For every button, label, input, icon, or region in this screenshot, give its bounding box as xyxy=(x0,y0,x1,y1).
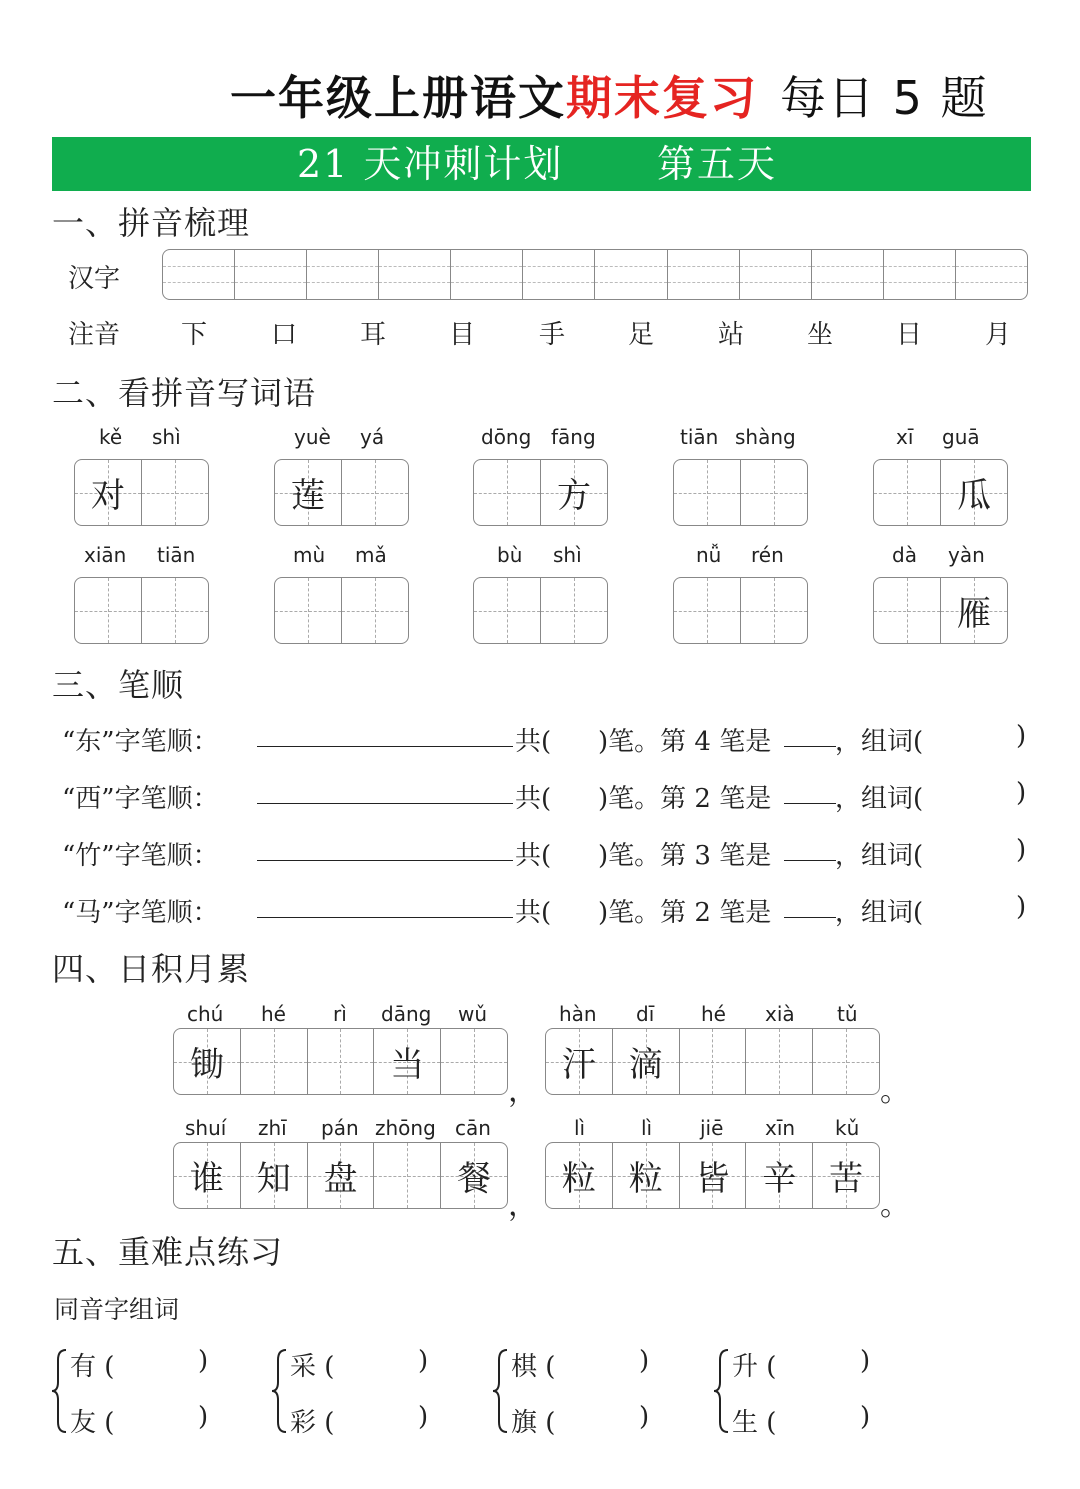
pinyin-label: yuè xyxy=(294,425,331,449)
tian-cell[interactable] xyxy=(540,578,607,643)
grid-cell[interactable] xyxy=(522,250,594,299)
homophone-bottom: 生 ( xyxy=(732,1408,777,1438)
tian-cell[interactable] xyxy=(679,1029,746,1094)
tian-cell[interactable] xyxy=(174,1029,240,1094)
homophone-top-close: ) xyxy=(639,1346,650,1376)
homophone-bottom-close: ) xyxy=(418,1402,429,1432)
given-char: 莲 xyxy=(291,476,325,516)
period: 。 xyxy=(880,1188,910,1223)
given-char: 盘 xyxy=(323,1159,358,1199)
pinyin-label: zhōng xyxy=(375,1116,436,1140)
given-char: 雁 xyxy=(957,594,991,634)
char-item: 站 xyxy=(717,320,744,350)
pinyin-label: hé xyxy=(261,1002,286,1026)
stroke-answer-line[interactable] xyxy=(257,860,513,861)
word-box[interactable] xyxy=(673,577,808,644)
pinyin-label: yàn xyxy=(948,543,985,567)
grid-cell[interactable] xyxy=(811,250,883,299)
stroke-nth: )笔。第 3 笔是 xyxy=(598,841,772,871)
given-char: 瓜 xyxy=(957,476,991,516)
stroke-answer-line[interactable] xyxy=(257,917,513,918)
tian-cell[interactable] xyxy=(240,1143,307,1208)
pinyin-label: rì xyxy=(333,1002,347,1026)
given-char: 辛 xyxy=(762,1159,797,1199)
word-close: ) xyxy=(1016,892,1027,922)
pinyin-label: xīn xyxy=(765,1116,796,1140)
pinyin-label: tiān xyxy=(157,543,196,567)
word-open: ，组词( xyxy=(835,784,924,814)
grid-cell[interactable] xyxy=(667,250,739,299)
brace-icon xyxy=(270,1348,288,1434)
brace-icon xyxy=(491,1348,509,1434)
tian-cell[interactable] xyxy=(740,460,807,525)
pinyin-label: cān xyxy=(455,1116,491,1140)
stroke-answer-line[interactable] xyxy=(257,803,513,804)
grid-cell[interactable] xyxy=(378,250,450,299)
tian-cell[interactable] xyxy=(474,460,540,525)
tian-cell[interactable] xyxy=(474,578,540,643)
char-item: 月 xyxy=(984,320,1011,350)
grid-cell[interactable] xyxy=(450,250,522,299)
grid-cell[interactable] xyxy=(306,250,378,299)
word-box[interactable] xyxy=(274,459,409,526)
word-box[interactable] xyxy=(673,459,808,526)
pinyin-label: kě xyxy=(99,425,123,449)
tian-cell[interactable] xyxy=(940,578,1007,643)
tian-cell[interactable] xyxy=(546,1029,612,1094)
given-char: 汗 xyxy=(561,1045,596,1085)
word-box[interactable] xyxy=(74,577,209,644)
stroke-label: “西”字笔顺： xyxy=(62,784,219,814)
pinyin-label: zhī xyxy=(258,1116,287,1140)
period: 。 xyxy=(880,1074,910,1109)
given-char: 方 xyxy=(557,476,591,516)
poem-box[interactable] xyxy=(545,1028,880,1095)
word-box[interactable] xyxy=(473,459,608,526)
tian-cell[interactable] xyxy=(275,460,341,525)
given-char: 粒 xyxy=(561,1159,596,1199)
nth-stroke-line[interactable] xyxy=(784,746,836,747)
pinyin-label: shì xyxy=(553,543,582,567)
given-char: 餐 xyxy=(457,1159,492,1199)
stroke-nth: )笔。第 2 笔是 xyxy=(598,898,772,928)
tian-cell[interactable] xyxy=(812,1029,879,1094)
given-char: 皆 xyxy=(695,1159,730,1199)
tian-cell[interactable] xyxy=(341,578,408,643)
homophone-bottom-close: ) xyxy=(198,1402,209,1432)
pinyin-label: hàn xyxy=(559,1002,597,1026)
homophone-bottom: 彩 ( xyxy=(290,1408,335,1438)
word-box[interactable] xyxy=(74,459,209,526)
pinyin-label: xià xyxy=(765,1002,795,1026)
pinyin-writing-grid[interactable] xyxy=(162,249,1028,300)
tian-cell[interactable] xyxy=(940,460,1007,525)
given-char: 苦 xyxy=(829,1159,864,1199)
tian-cell[interactable] xyxy=(679,1143,746,1208)
stroke-count-open: 共( xyxy=(515,784,552,814)
given-char: 当 xyxy=(390,1045,425,1085)
given-char: 知 xyxy=(256,1159,291,1199)
tian-cell[interactable] xyxy=(307,1029,374,1094)
pinyin-label: pán xyxy=(321,1116,359,1140)
tian-cell[interactable] xyxy=(174,1143,240,1208)
word-close: ) xyxy=(1016,721,1027,751)
grid-cell[interactable] xyxy=(234,250,306,299)
tian-cell[interactable] xyxy=(240,1029,307,1094)
pinyin-label: dāng xyxy=(381,1002,432,1026)
pinyin-label: tǔ xyxy=(837,1002,858,1026)
homophone-top: 有 ( xyxy=(70,1352,115,1382)
tian-cell[interactable] xyxy=(540,460,607,525)
tian-cell[interactable] xyxy=(674,460,740,525)
tian-cell[interactable] xyxy=(373,1029,440,1094)
grid-cell[interactable] xyxy=(955,250,1027,299)
pinyin-label: tiān xyxy=(680,425,719,449)
homophone-top-close: ) xyxy=(198,1346,209,1376)
stroke-nth: )笔。第 4 笔是 xyxy=(598,727,772,757)
hanzi-row-label: 汉字 xyxy=(68,264,121,294)
stroke-count-open: 共( xyxy=(515,841,552,871)
pinyin-label: lì xyxy=(574,1116,586,1140)
char-item: 耳 xyxy=(359,320,386,350)
word-close: ) xyxy=(1016,835,1027,865)
tian-cell[interactable] xyxy=(440,1143,507,1208)
stroke-label: “马”字笔顺： xyxy=(62,898,219,928)
banner-day: 第五天 xyxy=(657,142,778,186)
tian-cell[interactable] xyxy=(341,460,408,525)
pinyin-label: xī xyxy=(896,425,914,449)
pinyin-label: bù xyxy=(497,543,523,567)
tian-cell[interactable] xyxy=(674,578,740,643)
section2-heading: 二、看拼音写词语 xyxy=(52,374,317,412)
pinyin-label: fāng xyxy=(551,425,596,449)
word-box[interactable] xyxy=(873,459,1008,526)
given-char: 粒 xyxy=(628,1159,663,1199)
pinyin-label: nǚ xyxy=(696,543,722,567)
pinyin-label: hé xyxy=(701,1002,726,1026)
poem-box[interactable] xyxy=(173,1142,508,1209)
word-box[interactable] xyxy=(473,577,608,644)
word-open: ，组词( xyxy=(835,841,924,871)
plan-banner xyxy=(52,137,1031,191)
grid-cell[interactable] xyxy=(163,250,234,299)
stroke-count-open: 共( xyxy=(515,898,552,928)
comma: ， xyxy=(508,1074,538,1109)
pinyin-label: dà xyxy=(892,543,917,567)
brace-icon xyxy=(712,1348,730,1434)
tian-cell[interactable] xyxy=(75,460,141,525)
section5-heading: 五、重难点练习 xyxy=(52,1233,284,1271)
grid-cell[interactable] xyxy=(739,250,811,299)
tian-cell[interactable] xyxy=(440,1029,507,1094)
homophone-top: 棋 ( xyxy=(511,1352,556,1382)
stroke-label: “东”字笔顺： xyxy=(62,727,219,757)
stroke-label: “竹”字笔顺： xyxy=(62,841,219,871)
poem-box[interactable] xyxy=(173,1028,508,1095)
tian-cell[interactable] xyxy=(307,1143,374,1208)
nth-stroke-line[interactable] xyxy=(784,917,836,918)
given-char: 对 xyxy=(91,476,125,516)
poem-box[interactable] xyxy=(545,1142,880,1209)
pinyin-label: wǔ xyxy=(458,1002,488,1026)
homophone-top: 升 ( xyxy=(732,1352,777,1382)
grid-cell[interactable] xyxy=(883,250,955,299)
zhuyin-row-label: 注音 xyxy=(68,320,121,350)
tian-cell[interactable] xyxy=(874,460,940,525)
tian-cell[interactable] xyxy=(546,1143,612,1208)
tian-cell[interactable] xyxy=(745,1029,812,1094)
char-item: 坐 xyxy=(806,320,833,350)
stroke-count-open: 共( xyxy=(515,727,552,757)
char-item: 目 xyxy=(448,320,475,350)
homophone-bottom-close: ) xyxy=(860,1402,871,1432)
tian-cell[interactable] xyxy=(612,1143,679,1208)
tian-cell[interactable] xyxy=(373,1143,440,1208)
char-item: 日 xyxy=(895,320,922,350)
given-char: 锄 xyxy=(189,1045,224,1085)
tian-cell[interactable] xyxy=(141,578,208,643)
tian-cell[interactable] xyxy=(812,1143,879,1208)
pinyin-label: chú xyxy=(187,1002,224,1026)
homophone-subheading: 同音字组词 xyxy=(54,1295,180,1324)
brace-icon xyxy=(50,1348,68,1434)
word-box[interactable] xyxy=(873,577,1008,644)
stroke-answer-line[interactable] xyxy=(257,746,513,747)
pinyin-label: jiē xyxy=(700,1116,724,1140)
tian-cell[interactable] xyxy=(745,1143,812,1208)
tian-cell[interactable] xyxy=(141,460,208,525)
tian-cell[interactable] xyxy=(612,1029,679,1094)
pinyin-label: shuí xyxy=(185,1116,227,1140)
pinyin-label: shàng xyxy=(735,425,796,449)
pinyin-label: guā xyxy=(942,425,980,449)
title-highlight: 期末复习 xyxy=(566,71,758,125)
char-item: 口 xyxy=(270,320,297,350)
homophone-top: 采 ( xyxy=(290,1352,335,1382)
given-char: 谁 xyxy=(189,1159,224,1199)
nth-stroke-line[interactable] xyxy=(784,860,836,861)
section3-heading: 三、笔顺 xyxy=(52,666,185,704)
stroke-nth: )笔。第 2 笔是 xyxy=(598,784,772,814)
homophone-bottom-close: ) xyxy=(639,1402,650,1432)
homophone-bottom: 友 ( xyxy=(70,1408,115,1438)
char-item: 手 xyxy=(538,320,565,350)
tian-cell[interactable] xyxy=(75,578,141,643)
pinyin-label: shì xyxy=(152,425,181,449)
pinyin-label: rén xyxy=(751,543,784,567)
char-item: 下 xyxy=(180,320,207,350)
pinyin-label: mǎ xyxy=(355,543,387,567)
tian-cell[interactable] xyxy=(874,578,940,643)
section1-heading: 一、拼音梳理 xyxy=(52,204,251,242)
section4-heading: 四、日积月累 xyxy=(52,950,251,988)
pinyin-label: dōng xyxy=(481,425,532,449)
banner-plan: 21 天冲刺计划 xyxy=(297,142,564,186)
homophone-top-close: ) xyxy=(860,1346,871,1376)
title-daily: 每日 5 题 xyxy=(780,71,989,125)
word-box[interactable] xyxy=(274,577,409,644)
grid-cell[interactable] xyxy=(594,250,666,299)
tian-cell[interactable] xyxy=(740,578,807,643)
pinyin-label: xiān xyxy=(84,543,127,567)
word-open: ，组词( xyxy=(835,898,924,928)
tian-cell[interactable] xyxy=(275,578,341,643)
nth-stroke-line[interactable] xyxy=(784,803,836,804)
pinyin-label: dī xyxy=(636,1002,655,1026)
title-grade: 一年级上册语文 xyxy=(230,71,566,125)
worksheet-title xyxy=(230,62,989,132)
homophone-bottom: 旗 ( xyxy=(511,1408,556,1438)
pinyin-label: kǔ xyxy=(835,1116,860,1140)
word-close: ) xyxy=(1016,778,1027,808)
pinyin-label: yá xyxy=(360,425,385,449)
pinyin-label: mù xyxy=(293,543,326,567)
word-open: ，组词( xyxy=(835,727,924,757)
homophone-top-close: ) xyxy=(418,1346,429,1376)
comma: ， xyxy=(508,1188,538,1223)
given-char: 滴 xyxy=(628,1045,663,1085)
pinyin-label: lì xyxy=(641,1116,653,1140)
char-item: 足 xyxy=(627,320,654,350)
